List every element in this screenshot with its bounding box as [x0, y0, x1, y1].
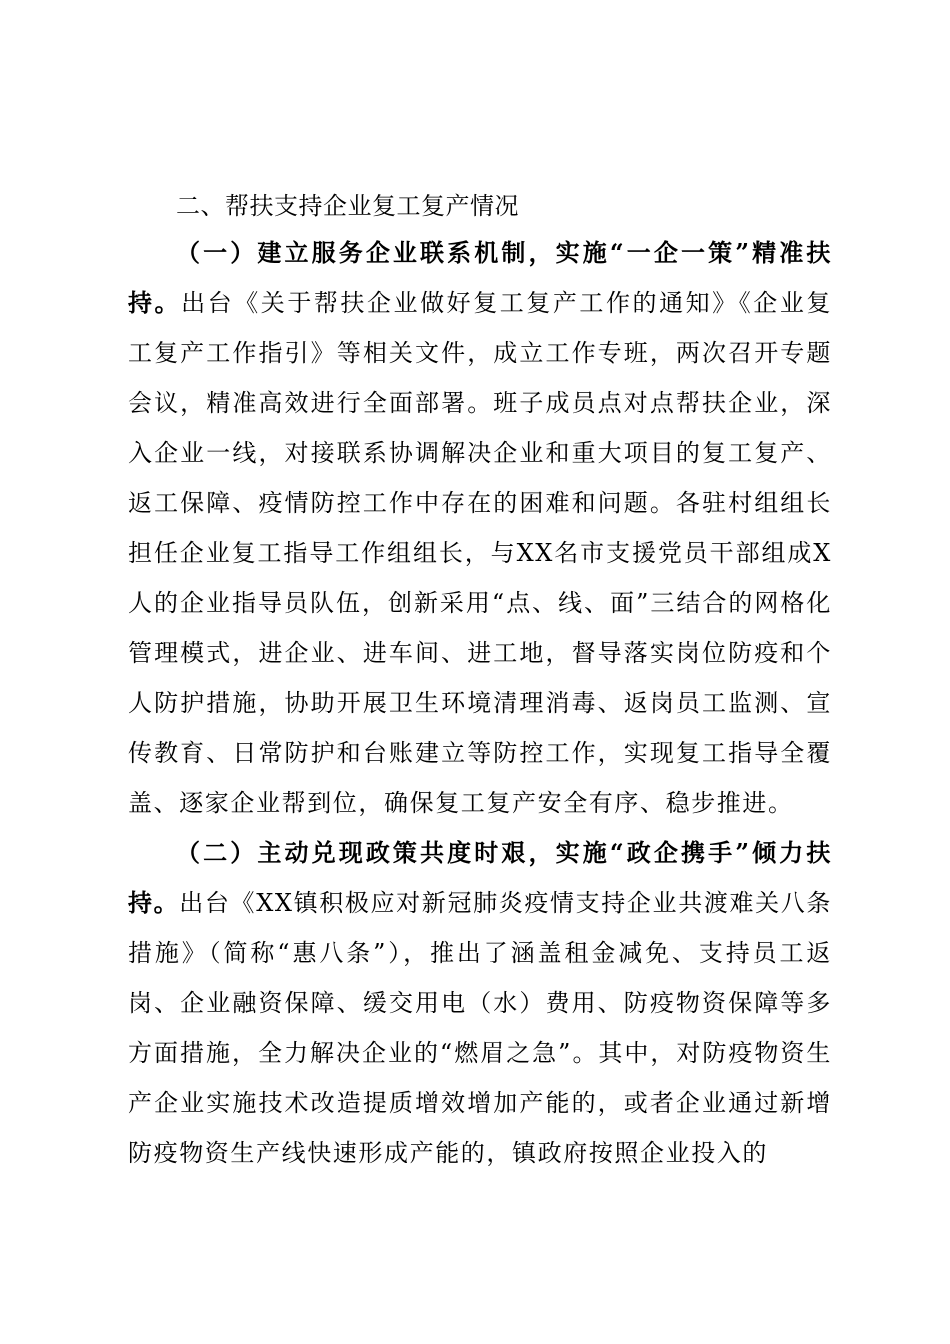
- paragraph-2-lead: （二）主动兑现政策共度时艰，实施“政企携手”倾力扶持。: [128, 838, 832, 917]
- section-heading: 二、帮扶支持企业复工复产情况: [176, 192, 519, 220]
- paragraph-1-lead: （一）建立服务企业联系机制，实施“一企一策”精准扶持。: [128, 238, 832, 317]
- paragraph-1-body: 出台《关于帮扶企业做好复工复产工作的通知》《企业复工复产工作指引》等相关文件，成立工作专班，两次召开专题会议，精准高效进行全面部署。班子成员点对点帮扶企业，深入企业一线，对接联系协调解决企业和重大项目的复工复产、返工保障、疫情防控工作中存在的困难和问题。各驻村组组长担任企业复工指导工作组组长，与XX名市支援党员干部组成X人的企业指导员队伍，创新采用“点、线、面”三结合的网格化管理模式，进企业、进车间、进工地，督导落实岗位防疫和个人防护措施，协助开展卫生环境清理消毒、返岗员工监测、宣传教育、日常防护和台账建立等防控工作，实现复工指导全覆盖、逐家企业帮到位，确保复工复产安全有序、稳步推进。: [128, 289, 832, 817]
- paragraph-2-body: 出台《XX镇积极应对新冠肺炎疫情支持企业共渡难关八条措施》（简称“惠八条”），推出了涵盖租金减免、支持员工返岗、企业融资保障、缓交用电（水）费用、防疫物资保障等多方面措施，全力解决企业的“燃眉之急”。其中，对防疫物资生产企业实施技术改造提质增效增加产能的，或者企业通过新增防疫物资生产线快速形成产能的，镇政府按照企业投入的: [128, 889, 832, 1167]
- paragraph-2: [128, 828, 832, 1178]
- paragraph-1: [128, 228, 832, 828]
- document-body: [128, 184, 832, 1178]
